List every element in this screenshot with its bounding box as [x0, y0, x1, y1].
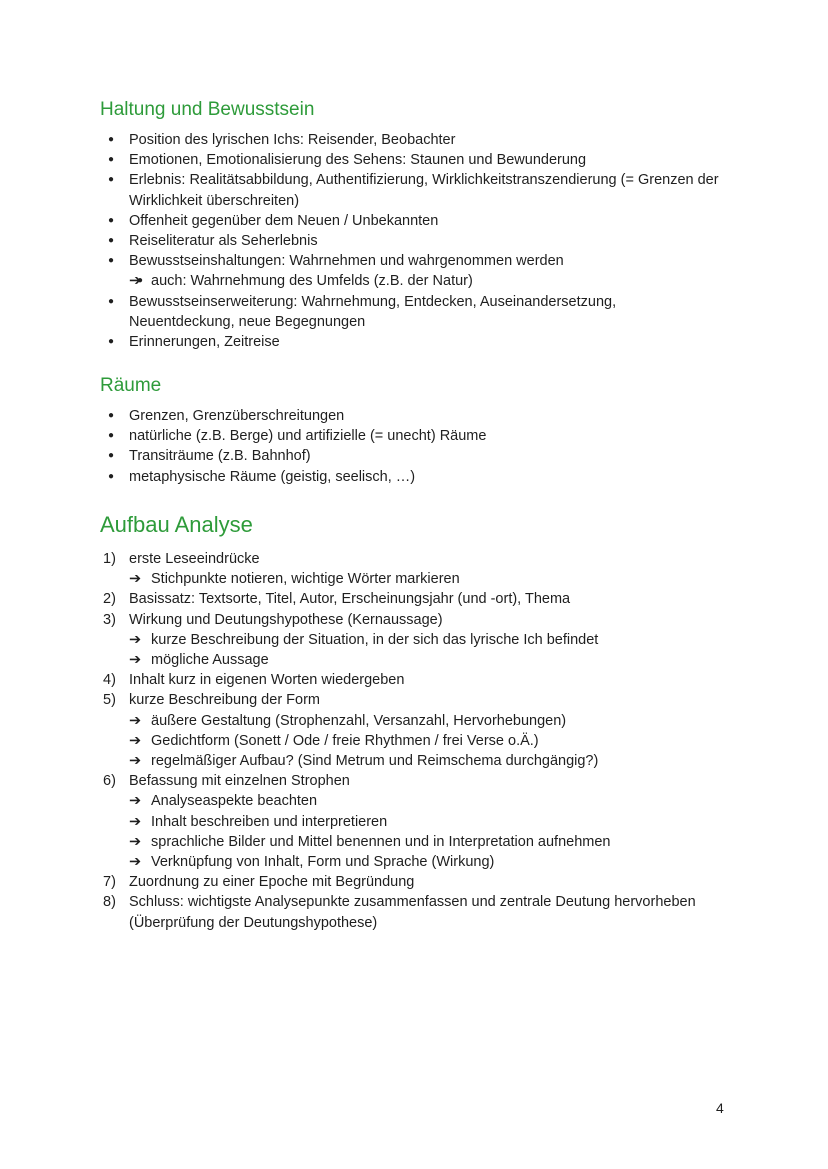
list-item: ● Grenzen, Grenzüberschreitungen [100, 406, 740, 426]
item-number: 7) [103, 874, 116, 891]
item-number: 2) [103, 591, 116, 608]
page-number: 4 [716, 1100, 724, 1116]
arrow-icon: ➔ [129, 753, 142, 770]
item-number: 3) [103, 611, 116, 628]
arrow-icon: ➔ [129, 833, 142, 850]
numbered-item [100, 872, 740, 892]
arrow-icon: ➔ [129, 712, 142, 729]
item-number: 1) [103, 551, 116, 567]
item-number: 6) [103, 773, 116, 790]
sub-item-text: Gedichtform (Sonett / Ode / freie Rhythmen / frei Verse o.Ä.) [151, 732, 539, 749]
sub-list [129, 791, 740, 872]
arrow-icon: ➔ [129, 793, 142, 810]
sub-list [129, 630, 740, 670]
sub-list [129, 711, 740, 772]
numbered-item [100, 690, 740, 771]
sub-list [129, 271, 740, 291]
sub-item-text: äußere Gestaltung (Strophenzahl, Versanzahl, Hervorhebungen) [151, 712, 567, 729]
sub-list-item [129, 650, 740, 670]
sub-item-text: mögliche Aussage [151, 652, 269, 669]
arrow-icon: ➔ [129, 732, 142, 749]
item-text: Inhalt kurz in eigenen Worten wiedergeben [129, 672, 405, 689]
sub-item-text: sprachliche Bilder und Mittel benennen und in Interpretation aufnehmen [151, 833, 611, 850]
item-number: 8) [103, 894, 116, 911]
heading-aufbau: Aufbau Analyse [100, 512, 253, 537]
item-text: Basissatz: Textsorte, Titel, Autor, Erscheinungsjahr (und -ort), Thema [129, 591, 571, 608]
sub-item-text: Stichpunkte notieren, wichtige Wörter markieren [151, 571, 460, 588]
item-text: erste Leseeindrücke [129, 551, 260, 567]
arrow-icon: ➔ [129, 813, 142, 830]
numbered-item [100, 892, 740, 932]
list-raeume [100, 406, 740, 487]
sub-list-item [129, 852, 740, 872]
heading-haltung: Haltung und Bewusstsein [100, 99, 315, 120]
arrow-icon: ➔ [129, 571, 142, 588]
sub-item-text: Verknüpfung von Inhalt, Form und Sprache (Wirkung) [151, 854, 495, 871]
sub-list-item [129, 791, 740, 811]
list-item: ● Erlebnis: Realitätsabbildung, Authentifizierung, Wirklichkeitstranszendierung (= Grenzen der Wirklichkeit überschreiten) [100, 170, 740, 210]
item-number: 4) [103, 672, 116, 689]
sub-list-item [129, 711, 740, 731]
list-item: ● Reiseliteratur als Seherlebnis [100, 231, 740, 251]
list-aufbau [100, 549, 740, 933]
sub-list-item [129, 731, 740, 751]
list-item: ● Erinnerungen, Zeitreise [100, 332, 740, 352]
item-text: Zuordnung zu einer Epoche mit Begründung [129, 874, 415, 891]
sub-list-item: ● ➔ auch: Wahrnehmung des Umfelds (z.B. der Natur) [129, 271, 740, 291]
numbered-item [100, 670, 740, 690]
numbered-item [100, 610, 740, 671]
numbered-item [100, 589, 740, 609]
sub-item-text: Analyseaspekte beachten [151, 793, 318, 810]
item-text: kurze Beschreibung der Form [129, 692, 320, 709]
item-number: 5) [103, 692, 116, 709]
sub-list-item [129, 751, 740, 771]
sub-item-text: regelmäßiger Aufbau? (Sind Metrum und Reimschema durchgängig?) [151, 753, 599, 770]
arrow-icon: ➔ [129, 854, 142, 871]
list-haltung [100, 130, 740, 352]
arrow-icon: ● ➔ [129, 273, 142, 290]
list-item: ● Position des lyrischen Ichs: Reisender, Beobachter [100, 130, 740, 150]
list-item: ● Transiträume (z.B. Bahnhof) [100, 446, 740, 466]
item-text: Wirkung und Deutungshypothese (Kernaussage) [129, 611, 443, 628]
item-text: Schluss: wichtigste Analysepunkte zusammenfassen und zentrale Deutung hervorheben (Überprüfung der Deutungshypothese) [129, 894, 696, 931]
list-item: ● Bewusstseinserweiterung: Wahrnehmung, Entdecken, Auseinandersetzung, Neuentdeckung, neue Begegnungen [100, 292, 669, 332]
sub-list-item [129, 569, 740, 589]
list-item: ● Emotionen, Emotionalisierung des Sehens: Staunen und Bewunderung [100, 150, 740, 170]
heading-raeume: Räume [100, 375, 162, 396]
item-text: Befassung mit einzelnen Strophen [129, 773, 350, 790]
arrow-icon: ➔ [129, 631, 142, 648]
sub-list-item [129, 630, 740, 650]
sub-item-text: Inhalt beschreiben und interpretieren [151, 813, 388, 830]
sub-list [129, 569, 740, 589]
numbered-item [100, 771, 740, 872]
sub-list-item [129, 812, 740, 832]
numbered-item [100, 549, 740, 589]
list-item: ● natürliche (z.B. Berge) und artifizielle (= unecht) Räume [100, 426, 740, 446]
sub-list-item [129, 832, 740, 852]
list-item: ● Offenheit gegenüber dem Neuen / Unbekannten [100, 211, 740, 231]
list-item: ● metaphysische Räume (geistig, seelisch, …) [100, 467, 740, 487]
sub-item-text: kurze Beschreibung der Situation, in der sich das lyrische Ich befindet [151, 631, 599, 648]
arrow-icon: ➔ [129, 652, 142, 669]
list-item: ● Bewusstseinshaltungen: Wahrnehmen und wahrgenommen werden ● ➔ auch: Wahrnehmung des Umfelds (z.B. der Natur) [100, 251, 740, 291]
